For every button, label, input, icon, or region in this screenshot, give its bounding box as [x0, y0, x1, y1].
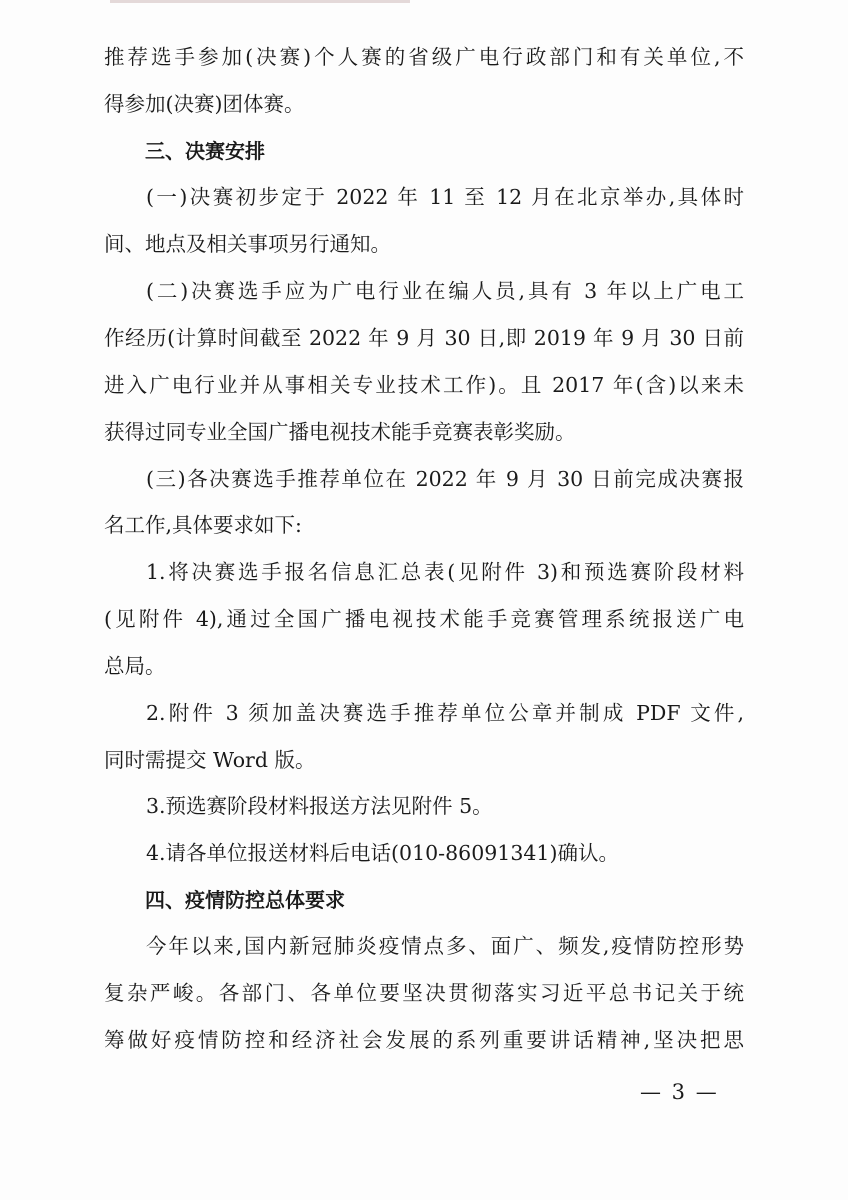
text-line: 获得过同专业全国广播电视技术能手竞赛表彰奖励。	[104, 420, 576, 444]
section-heading: 四、疫情防控总体要求	[145, 888, 345, 912]
text-line: 筹做好疫情防控和经济社会发展的系列重要讲话精神,坚决把思	[104, 1028, 744, 1052]
text-line: (三)各决赛选手推荐单位在 2022 年 9 月 30 日前完成决赛报	[146, 467, 744, 491]
text-line: (见附件 4),通过全国广播电视技术能手竞赛管理系统报送广电	[104, 607, 744, 631]
text-line: 2.附件 3 须加盖决赛选手推荐单位公章并制成 PDF 文件,	[146, 701, 744, 725]
page-number: — 3 —	[640, 1080, 719, 1104]
text-line: 进入广电行业并从事相关专业技术工作)。且 2017 年(含)以来未	[104, 373, 744, 397]
section-heading: 三、决赛安排	[145, 139, 265, 163]
text-line: 4.请各单位报送材料后电话(010-86091341)确认。	[146, 841, 619, 865]
text-line: 同时需提交 Word 版。	[104, 748, 316, 772]
text-line: 3.预选赛阶段材料报送方法见附件 5。	[146, 794, 493, 818]
text-line: 今年以来,国内新冠肺炎疫情点多、面广、频发,疫情防控形势	[146, 934, 744, 958]
text-line: 1.将决赛选手报名信息汇总表(见附件 3)和预选赛阶段材料	[146, 560, 744, 584]
text-line: 名工作,具体要求如下:	[104, 513, 302, 537]
text-line: 推荐选手参加(决赛)个人赛的省级广电行政部门和有关单位,不	[104, 45, 744, 69]
text-line: 作经历(计算时间截至 2022 年 9 月 30 日,即 2019 年 9 月 30 日前	[104, 326, 744, 350]
text-line: 得参加(决赛)团体赛。	[104, 92, 305, 116]
text-line: 间、地点及相关事项另行通知。	[104, 232, 391, 256]
text-line: (一)决赛初步定于 2022 年 11 至 12 月在北京举办,具体时	[146, 185, 744, 209]
scan-edge-mark	[110, 0, 410, 3]
text-line: 复杂严峻。各部门、各单位要坚决贯彻落实习近平总书记关于统	[104, 981, 744, 1005]
text-line: (二)决赛选手应为广电行业在编人员,具有 3 年以上广电工	[146, 279, 744, 303]
text-line: 总局。	[104, 654, 166, 678]
